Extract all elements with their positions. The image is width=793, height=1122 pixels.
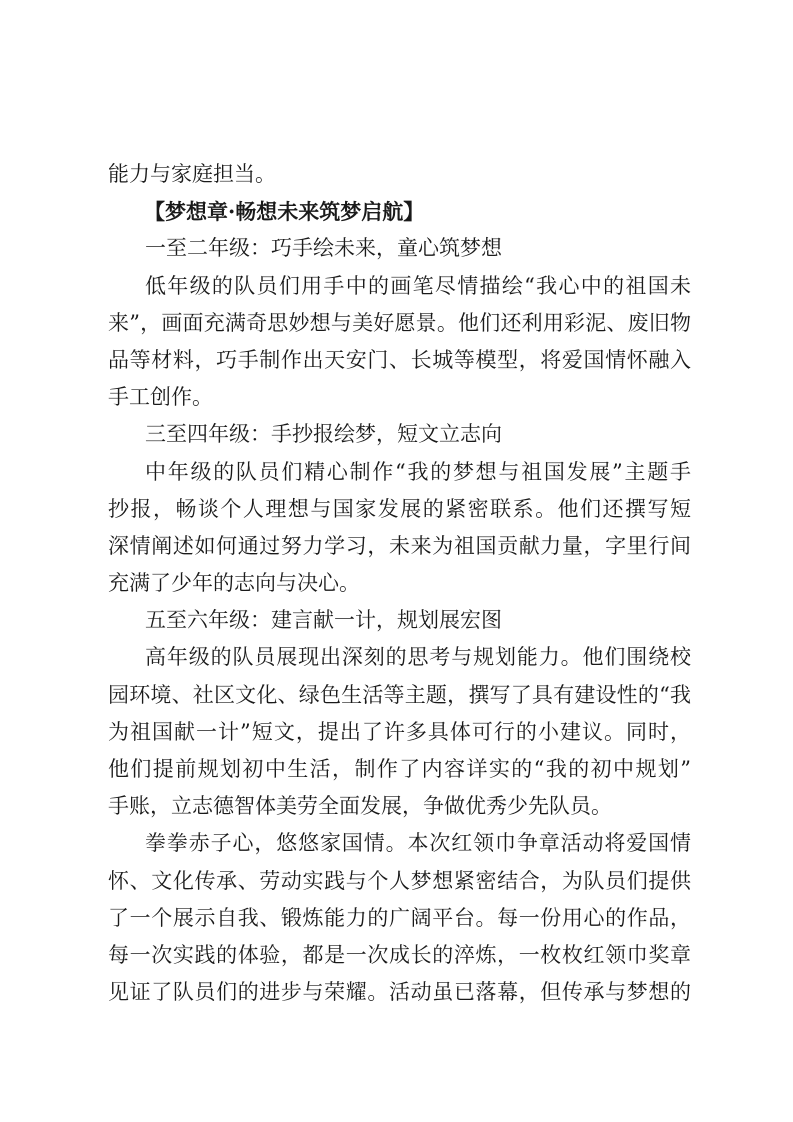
text-line: 手工创作。: [108, 385, 213, 410]
section-heading: [108, 193, 691, 230]
text-line: 三至四年级：手抄报绘梦，短文立志向: [145, 422, 502, 447]
document-body: [108, 156, 691, 1011]
text-line: 品等材料，巧手制作出天安门、长城等模型，将爱国情怀融入: [108, 347, 691, 372]
text-line: 充满了少年的志向与决心。: [108, 571, 360, 596]
text-line: 一至二年级：巧手绘未来，童心筑梦想: [145, 236, 502, 261]
text-line: 高年级的队员展现出深刻的思考与规划能力。他们围绕校: [145, 645, 691, 670]
text-line: 中年级的队员们精心制作“我的梦想与祖国发展”主题手: [145, 459, 691, 484]
paragraph: [108, 156, 691, 193]
text-line: 见证了队员们的进步与荣耀。活动虽已落幕，但传承与梦想的: [108, 980, 691, 1005]
text-line: 低年级的队员们用手中的画笔尽情描绘“我心中的祖国未: [145, 273, 691, 298]
text-line: 来”，画面充满奇思妙想与美好愿景。他们还利用彩泥、废旧物: [108, 310, 691, 335]
text-line: 手账，立志德智体美劳全面发展，争做优秀少先队员。: [108, 794, 612, 819]
paragraph: [108, 454, 691, 603]
text-line: 抄报，畅谈个人理想与国家发展的紧密联系。他们还撰写短: [108, 496, 691, 521]
subsection-heading: [108, 602, 691, 639]
text-line: 每一次实践的体验，都是一次成长的淬炼，一枚枚红领巾奖章: [108, 942, 691, 967]
paragraph: [108, 268, 691, 417]
paragraph: [108, 825, 691, 1011]
text-line: 为祖国献一计”短文，提出了许多具体可行的小建议。同时，: [108, 719, 691, 744]
text-line: 深情阐述如何通过努力学习，未来为祖国贡献力量，字里行间: [108, 533, 691, 558]
text-line: 园环境、社区文化、绿色生活等主题，撰写了具有建设性的“我: [108, 682, 691, 707]
text-line: 了一个展示自我、锻炼能力的广阔平台。每一份用心的作品，: [108, 905, 691, 930]
subsection-heading: [108, 416, 691, 453]
text-line: 怀、文化传承、劳动实践与个人梦想紧密结合，为队员们提供: [108, 868, 691, 893]
text-line: 五至六年级：建言献一计，规划展宏图: [145, 608, 502, 633]
paragraph: [108, 639, 691, 825]
text-line: 能力与家庭担当。: [108, 162, 276, 186]
subsection-heading: [108, 230, 691, 267]
text-line: 【梦想章·畅想未来筑梦启航】: [144, 199, 425, 225]
text-line: 拳拳赤子心，悠悠家国情。本次红领巾争章活动将爱国情: [145, 831, 691, 856]
text-line: 他们提前规划初中生活，制作了内容详实的“我的初中规划”: [108, 757, 691, 781]
